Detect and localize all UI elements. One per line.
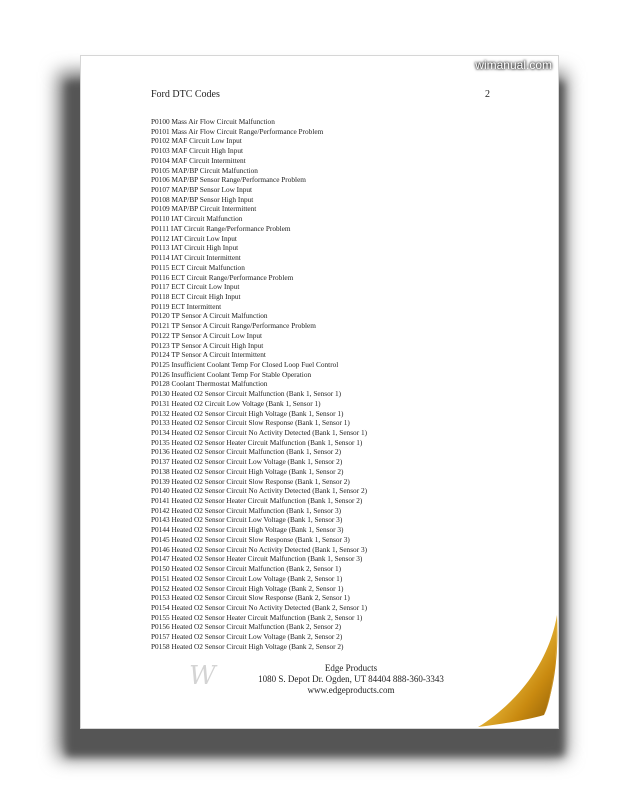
dtc-code-item: P0150 Heated O2 Sensor Circuit Malfunction (Bank 2, Sensor 1) (151, 564, 342, 574)
edge-logo-watermark: W (189, 661, 216, 691)
dtc-code-item: P0140 Heated O2 Sensor Circuit No Activity Detected (Bank 1, Sensor 2) (151, 486, 368, 496)
dtc-code-item: P0119 ECT Intermittent (151, 301, 222, 311)
dtc-code-item: P0124 TP Sensor A Circuit Intermittent (151, 350, 266, 360)
dtc-code-item: P0155 Heated O2 Sensor Heater Circuit Malfunction (Bank 2, Sensor 1) (151, 612, 363, 622)
dtc-code-item: P0128 Coolant Thermostat Malfunction (151, 379, 268, 389)
dtc-code-item: P0146 Heated O2 Sensor Circuit No Activity Detected (Bank 1, Sensor 3) (151, 544, 368, 554)
dtc-code-item: P0117 ECT Circuit Low Input (151, 282, 240, 292)
dtc-code-item: P0115 ECT Circuit Malfunction (151, 262, 245, 272)
dtc-code-item: P0118 ECT Circuit High Input (151, 291, 241, 301)
footer-website[interactable]: www.edgeproducts.com (307, 685, 395, 695)
dtc-code-item: P0131 Heated O2 Circuit Low Voltage (Bank 1, Sensor 1) (151, 398, 321, 408)
dtc-code-item: P0156 Heated O2 Sensor Circuit Malfunction (Bank 2, Sensor 2) (151, 622, 342, 632)
dtc-code-item: P0104 MAF Circuit Intermittent (151, 155, 246, 165)
dtc-code-item: P0116 ECT Circuit Range/Performance Problem (151, 272, 294, 282)
dtc-code-item: P0105 MAP/BP Circuit Malfunction (151, 165, 258, 175)
dtc-code-item: P0107 MAP/BP Sensor Low Input (151, 185, 253, 195)
dtc-code-item: P0154 Heated O2 Sensor Circuit No Activity Detected (Bank 2, Sensor 1) (151, 602, 368, 612)
dtc-code-item: P0121 TP Sensor A Circuit Range/Performance Problem (151, 321, 316, 331)
footer-address: 1080 S. Depot Dr. Ogden, UT 84404 888-360-3343 (258, 674, 444, 684)
dtc-code-item: P0113 IAT Circuit High Input (151, 243, 239, 253)
dtc-code-item: P0111 IAT Circuit Range/Performance Problem (151, 223, 291, 233)
dtc-code-item: P0144 Heated O2 Sensor Circuit High Voltage (Bank 1, Sensor 3) (151, 525, 344, 535)
dtc-code-item: P0133 Heated O2 Sensor Circuit Slow Response (Bank 1, Sensor 1) (151, 418, 350, 428)
dtc-code-item: P0120 TP Sensor A Circuit Malfunction (151, 311, 268, 321)
dtc-code-item: P0106 MAP/BP Sensor Range/Performance Problem (151, 175, 306, 185)
dtc-code-item: P0157 Heated O2 Sensor Circuit Low Voltage (Bank 2, Sensor 2) (151, 632, 343, 642)
dtc-code-item: P0138 Heated O2 Sensor Circuit High Voltage (Bank 1, Sensor 2) (151, 466, 344, 476)
dtc-code-item: P0134 Heated O2 Sensor Circuit No Activity Detected (Bank 1, Sensor 1) (151, 428, 368, 437)
dtc-code-item: P0108 MAP/BP Sensor High Input (151, 194, 254, 204)
page-number: 2 (485, 89, 490, 100)
dtc-code-item: P0158 Heated O2 Sensor Circuit High Voltage (Bank 2, Sensor 2) (151, 641, 344, 651)
page-title: Ford DTC Codes (151, 89, 220, 100)
dtc-code-item: P0109 MAP/BP Circuit Intermittent (151, 204, 257, 214)
dtc-code-item: P0142 Heated O2 Sensor Circuit Malfunction (Bank 1, Sensor 3) (151, 505, 342, 515)
dtc-code-item: P0114 IAT Circuit Intermittent (151, 253, 241, 263)
dtc-code-item: P0101 Mass Air Flow Circuit Range/Performance Problem (151, 126, 324, 136)
dtc-code-item: P0126 Insufficient Coolant Temp For Stable Operation (151, 369, 312, 379)
dtc-code-item: P0135 Heated O2 Sensor Heater Circuit Malfunction (Bank 1, Sensor 1) (151, 437, 363, 447)
dtc-code-item: P0136 Heated O2 Sensor Circuit Malfunction (Bank 1, Sensor 2) (151, 447, 342, 457)
dtc-code-item: P0137 Heated O2 Sensor Circuit Low Voltage (Bank 1, Sensor 2) (151, 457, 343, 467)
dtc-code-item: P0112 IAT Circuit Low Input (151, 233, 237, 243)
dtc-code-item: P0130 Heated O2 Sensor Circuit Malfunction (Bank 1, Sensor 1) (151, 389, 342, 399)
dtc-code-item: P0132 Heated O2 Sensor Circuit High Voltage (Bank 1, Sensor 1) (151, 408, 344, 418)
dtc-code-item: P0125 Insufficient Coolant Temp For Closed Loop Fuel Control (151, 359, 339, 369)
page-curl-icon (472, 610, 562, 730)
dtc-code-item: P0151 Heated O2 Sensor Circuit Low Voltage (Bank 2, Sensor 1) (151, 573, 343, 583)
watermark: wimanual.com (475, 58, 552, 72)
dtc-code-item: P0141 Heated O2 Sensor Heater Circuit Malfunction (Bank 1, Sensor 2) (151, 496, 363, 506)
dtc-code-item: P0102 MAF Circuit Low Input (151, 136, 242, 146)
dtc-code-list (151, 117, 367, 652)
dtc-code-item: P0152 Heated O2 Sensor Circuit High Voltage (Bank 2, Sensor 1) (151, 583, 344, 593)
dtc-code-item: P0103 MAF Circuit High Input (151, 146, 244, 156)
dtc-code-item: P0139 Heated O2 Sensor Circuit Slow Response (Bank 1, Sensor 2) (151, 476, 350, 486)
dtc-code-item: P0147 Heated O2 Sensor Heater Circuit Malfunction (Bank 1, Sensor 3) (151, 554, 363, 564)
dtc-code-item: P0153 Heated O2 Sensor Circuit Slow Response (Bank 2, Sensor 1) (151, 593, 350, 603)
dtc-code-item: P0122 TP Sensor A Circuit Low Input (151, 330, 263, 340)
dtc-code-item: P0123 TP Sensor A Circuit High Input (151, 340, 264, 350)
dtc-code-item: P0110 IAT Circuit Malfunction (151, 214, 243, 224)
footer-company: Edge Products (324, 663, 378, 673)
footer (221, 663, 481, 696)
dtc-code-item: P0143 Heated O2 Sensor Circuit Low Voltage (Bank 1, Sensor 3) (151, 515, 343, 525)
dtc-code-item: P0145 Heated O2 Sensor Circuit Slow Response (Bank 1, Sensor 3) (151, 534, 350, 544)
dtc-code-item: P0100 Mass Air Flow Circuit Malfunction (151, 117, 275, 126)
